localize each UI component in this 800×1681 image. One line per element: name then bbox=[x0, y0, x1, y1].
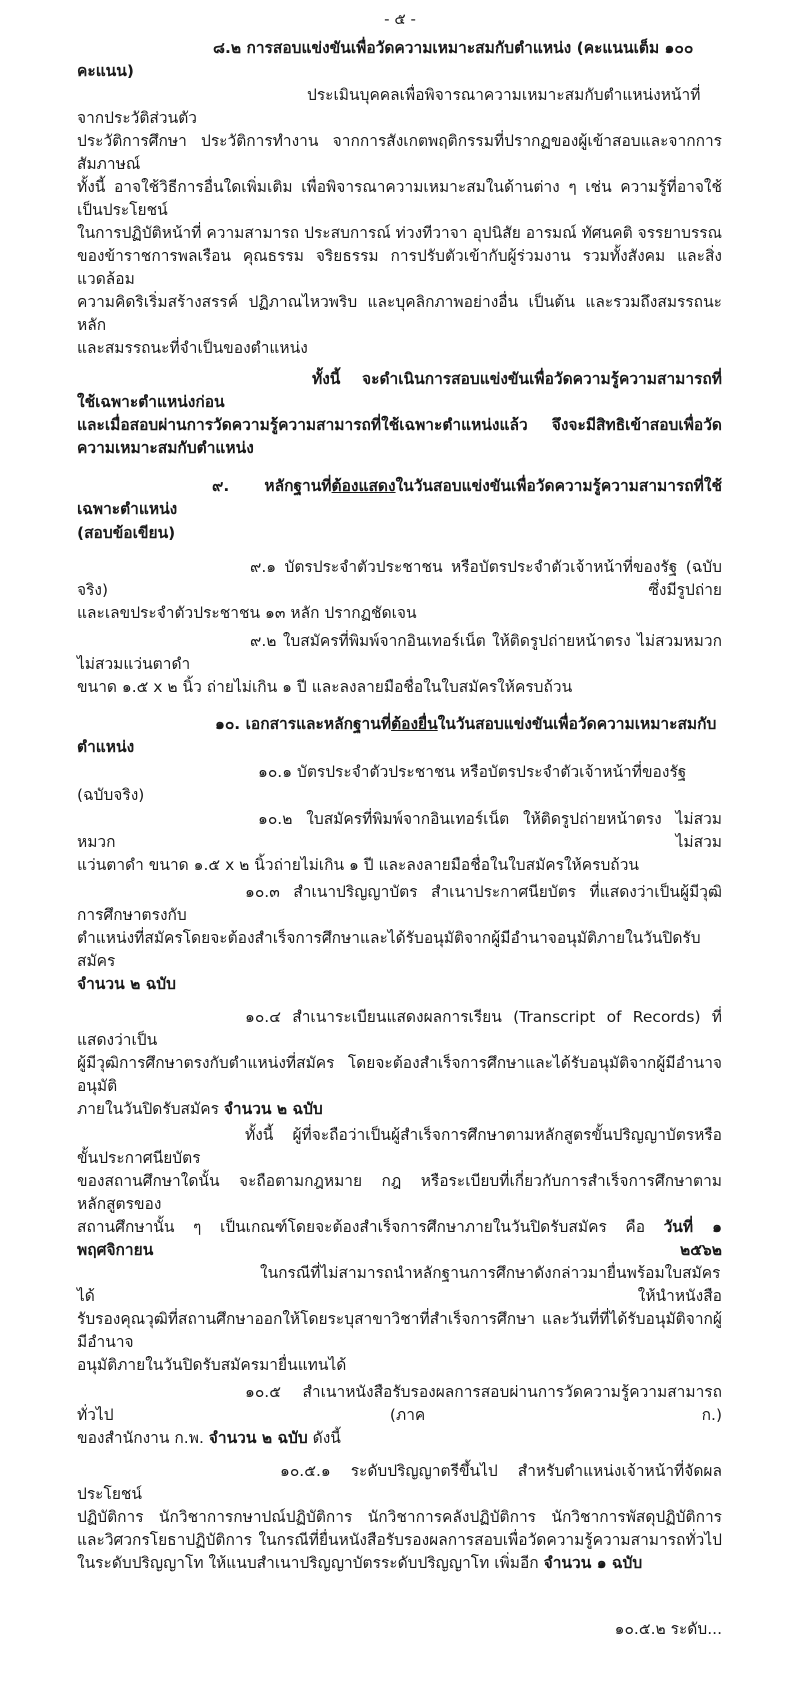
text-segment: ตำแหน่งที่สมัครโดยจะต้องสำเร็จการศึกษาและได้รับอนุมัติจากผู้มีอำนาจอนุมัติภายในวันปิดรับสมัคร bbox=[77, 929, 701, 970]
document-body bbox=[0, 37, 800, 1575]
text-line bbox=[77, 1052, 722, 1098]
text-line bbox=[77, 1506, 722, 1529]
text-segment: อนุมัติภายในวันปิดรับสมัครมายื่นแทนได้ bbox=[77, 1356, 347, 1374]
text-line bbox=[77, 630, 722, 676]
text-line bbox=[77, 676, 722, 699]
text-line bbox=[77, 176, 722, 222]
bold-text: และเมื่อสอบผ่านการวัดความรู้ความสามารถที่ใช้เฉพาะตำแหน่งแล้ว จึงจะมีสิทธิเข้าสอบเพื่อวัด bbox=[77, 416, 722, 434]
text-segment: ของสถานศึกษาใดนั้น จะถือตามกฎหมาย กฎ หรือระเบียบที่เกี่ยวกับการสำเร็จการศึกษาตามหลักสูตรของ bbox=[77, 1172, 722, 1213]
text-line bbox=[77, 761, 722, 807]
bold-text: (สอบข้อเขียน) bbox=[77, 524, 176, 542]
bold-text: จำนวน ๒ ฉบับ bbox=[77, 975, 176, 993]
text-segment: ๑๐.๓ สำเนาปริญญาบัตร สำเนาประกาศนียบัตร ที่แสดงว่าเป็นผู้มีวุฒิการศึกษาตรงกับ bbox=[77, 883, 722, 924]
text-line bbox=[77, 1308, 722, 1354]
text-line bbox=[77, 808, 722, 854]
bold-text: ๘.๒ การสอบแข่งขันเพื่อวัดความเหมาะสมกับตำแหน่ง (คะแนนเต็ม ๑๐๐ คะแนน) bbox=[77, 39, 694, 80]
text-line bbox=[77, 130, 722, 176]
text-line bbox=[77, 368, 722, 414]
text-line bbox=[77, 1381, 722, 1427]
text-segment: ดังนี้ bbox=[307, 1429, 341, 1447]
text-segment: ของข้าราชการพลเรือน คุณธรรม จริยธรรม การปรับตัวเข้ากับผู้ร่วมงาน รวมทั้งสังคม และสิ่งแวดล้อม bbox=[77, 247, 722, 288]
underlined-text: ต้องยื่น bbox=[391, 715, 438, 733]
text-line bbox=[77, 291, 722, 337]
text-segment: ในระดับปริญญาโท ให้แนบสำเนาปริญญาบัตรระดับปริญญาโท เพิ่มอีก bbox=[77, 1554, 544, 1572]
text-line bbox=[77, 222, 722, 245]
text-segment: ความคิดริเริ่มสร้างสรรค์ ปฏิภาณไหวพริบ และบุคลิกภาพอย่างอื่น เป็นต้น และรวมถึงสมรรถนะหลัก bbox=[77, 293, 722, 334]
text-segment: ขนาด ๑.๕ x ๒ นิ้ว ถ่ายไม่เกิน ๑ ปี และลงลายมือชื่อในใบสมัครให้ครบถ้วน bbox=[77, 678, 573, 696]
text-line bbox=[77, 522, 722, 545]
text-segment: ๑๐.๔ สำเนาระเบียนแสดงผลการเรียน (Transcript of Records) ที่แสดงว่าเป็น bbox=[77, 1008, 722, 1049]
text-line bbox=[77, 245, 722, 291]
text-line bbox=[77, 1460, 722, 1506]
continuation-note: ๑๐.๕.๒ ระดับ... bbox=[614, 1620, 722, 1638]
text-segment: ๙.๑ บัตรประจำตัวประชาชน หรือบัตรประจำตัวเจ้าหน้าที่ของรัฐ (ฉบับจริง) ซึ่งมีรูปถ่าย bbox=[77, 558, 722, 599]
text-line bbox=[77, 1262, 722, 1308]
text-segment: และเลขประจำตัวประชาชน ๑๓ หลัก ปรากฏชัดเจน bbox=[77, 604, 417, 622]
text-segment: ๑๐.๕ สำเนาหนังสือรับรองผลการสอบผ่านการวัดความรู้ความสามารถทั่วไป (ภาค ก.) bbox=[77, 1383, 722, 1424]
text-line bbox=[77, 1529, 722, 1552]
text-segment: ๑๐.๕.๑ ระดับปริญญาตรีขึ้นไป สำหรับตำแหน่งเจ้าหน้าที่จัดผลประโยชน์ bbox=[77, 1462, 722, 1503]
text-line bbox=[77, 1354, 722, 1377]
bold-text: ในวันสอบแข่งขันเพื่อวัดความเหมาะสมกับตำแหน่ง bbox=[77, 715, 717, 756]
text-segment: ๑๐.๑ บัตรประจำตัวประชาชน หรือบัตรประจำตัวเจ้าหน้าที่ของรัฐ (ฉบับจริง) bbox=[77, 763, 687, 804]
bold-text: จำนวน ๒ ฉบับ bbox=[223, 1100, 323, 1118]
text-line bbox=[77, 854, 722, 877]
text-segment: ประเมินบุคคลเพื่อพิจารณาความเหมาะสมกับตำแหน่งหน้าที่จากประวัติส่วนตัว bbox=[77, 86, 701, 127]
text-segment: ภายในวันปิดรับสมัคร bbox=[77, 1100, 224, 1118]
text-line bbox=[77, 713, 722, 759]
bold-text: จำนวน ๒ ฉบับ bbox=[208, 1429, 308, 1447]
text-segment: แว่นตาดำ ขนาด ๑.๕ x ๒ นิ้วถ่ายไม่เกิน ๑ ปี และลงลายมือชื่อในใบสมัครให้ครบถ้วน bbox=[77, 856, 639, 874]
bold-text: ความเหมาะสมกับตำแหน่ง bbox=[77, 439, 254, 457]
text-line bbox=[77, 37, 722, 83]
text-line bbox=[77, 475, 722, 521]
bold-text: ทั้งนี้ จะดำเนินการสอบแข่งขันเพื่อวัดความรู้ความสามารถที่ใช้เฉพาะตำแหน่งก่อน bbox=[77, 370, 722, 411]
text-segment: และสมรรถนะที่จำเป็นของตำแหน่ง bbox=[77, 339, 308, 357]
text-line bbox=[77, 337, 722, 360]
bold-text: ในวันสอบแข่งขันเพื่อวัดความรู้ความสามารถที่ใช้เฉพาะตำแหน่ง bbox=[77, 477, 722, 518]
text-segment: ในกรณีที่ไม่สามารถนำหลักฐานการศึกษาดังกล่าวมายื่นพร้อมใบสมัครได้ ให้นำหนังสือ bbox=[77, 1264, 722, 1305]
text-line bbox=[77, 1170, 722, 1216]
text-segment: สถานศึกษานั้น ๆ เป็นเกณฑ์โดยจะต้องสำเร็จการศึกษาภายในวันปิดรับสมัคร คือ bbox=[77, 1218, 664, 1236]
text-line bbox=[77, 1006, 722, 1052]
text-line bbox=[77, 927, 722, 973]
text-line bbox=[77, 973, 722, 996]
text-segment: ๙.๒ ใบสมัครที่พิมพ์จากอินเทอร์เน็ต ให้ติดรูปถ่ายหน้าตรง ไม่สวมหมวก ไม่สวมแว่นตาดำ bbox=[77, 632, 722, 673]
text-line bbox=[77, 881, 722, 927]
text-segment: ปฏิบัติการ นักวิชาการกษาปณ์ปฏิบัติการ นักวิชาการคลังปฏิบัติการ นักวิชาการพัสดุปฏิบัติการ bbox=[77, 1508, 722, 1526]
text-line bbox=[77, 1427, 722, 1450]
text-segment: ของสำนักงาน ก.พ. bbox=[77, 1429, 209, 1447]
text-line bbox=[77, 1552, 722, 1575]
text-line bbox=[77, 602, 722, 625]
text-line bbox=[77, 1216, 722, 1262]
bold-text: ๙. หลักฐานที่ bbox=[212, 477, 332, 495]
text-line bbox=[77, 556, 722, 602]
text-segment: ประวัติการศึกษา ประวัติการทำงาน จากการสังเกตพฤติกรรมที่ปรากฏของผู้เข้าสอบและจากการสัมภาษณ์ bbox=[77, 132, 722, 173]
text-segment: ในการปฏิบัติหน้าที่ ความสามารถ ประสบการณ์ ท่วงทีวาจา อุปนิสัย อารมณ์ ทัศนคติ จรรยาบรรณ bbox=[77, 224, 722, 242]
text-line bbox=[77, 437, 722, 460]
text-line bbox=[77, 414, 722, 437]
text-line bbox=[77, 84, 722, 130]
text-segment: และวิศวกรโยธาปฏิบัติการ ในกรณีที่ยื่นหนังสือรับรองผลการสอบเพื่อวัดความรู้ความสามารถทั่วไป bbox=[77, 1531, 722, 1549]
text-line bbox=[77, 1098, 722, 1121]
bold-text: วันที่ ๑ พฤศจิกายน ๒๕๖๒ bbox=[77, 1218, 722, 1259]
text-segment: ๑๐.๒ ใบสมัครที่พิมพ์จากอินเทอร์เน็ต ให้ติดรูปถ่ายหน้าตรง ไม่สวมหมวก ไม่สวม bbox=[77, 810, 722, 851]
text-segment: ผู้มีวุฒิการศึกษาตรงกับตำแหน่งที่สมัคร โดยจะต้องสำเร็จการศึกษาและได้รับอนุมัติจากผู้มีอำนาจอนุมัติ bbox=[77, 1054, 722, 1095]
text-segment: ทั้งนี้ อาจใช้วิธีการอื่นใดเพิ่มเติม เพื่อพิจารณาความเหมาะสมในด้านต่าง ๆ เช่น ความรู้ที่อาจใช้เป็นประโยชน์ bbox=[77, 178, 722, 219]
bold-text: จำนวน ๑ ฉบับ bbox=[543, 1554, 643, 1572]
text-segment: รับรองคุณวุฒิที่สถานศึกษาออกให้โดยระบุสาขาวิชาที่สำเร็จการศึกษา และวันที่ที่ได้รับอนุมัติจากผู้มีอำนาจ bbox=[77, 1310, 722, 1351]
underlined-text: ต้องแสดง bbox=[331, 477, 396, 495]
bold-text: ๑๐. เอกสารและหลักฐานที่ bbox=[215, 715, 392, 733]
text-segment: ทั้งนี้ ผู้ที่จะถือว่าเป็นผู้สำเร็จการศึกษาตามหลักสูตรขั้นปริญญาบัตรหรือขั้นประกาศนียบัตร bbox=[77, 1126, 722, 1167]
page-number: - ๕ - bbox=[384, 10, 416, 28]
